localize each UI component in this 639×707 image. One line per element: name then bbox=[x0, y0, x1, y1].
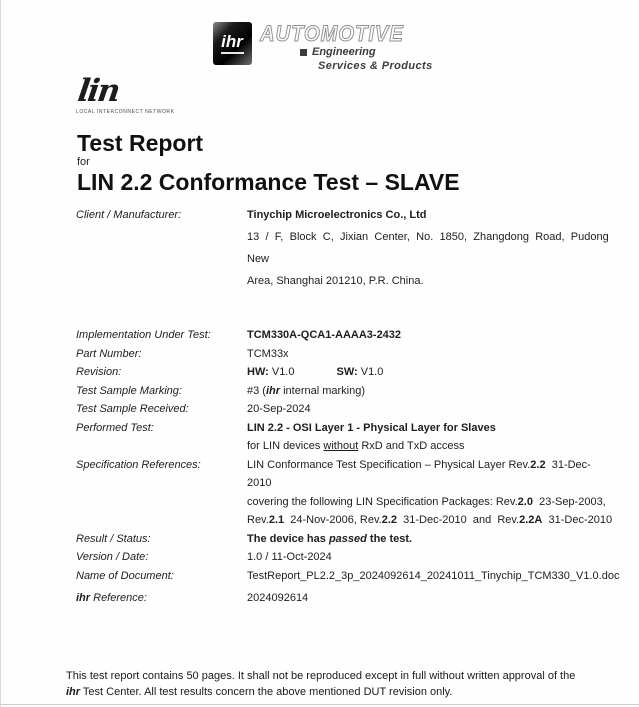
text-line: The device has passed the test. bbox=[247, 532, 413, 545]
field-label: Test Sample Marking: bbox=[76, 384, 182, 397]
text-line: TCM33x bbox=[247, 347, 289, 360]
field-label: Name of Document: bbox=[76, 569, 174, 582]
field-label: Result / Status: bbox=[76, 532, 151, 545]
automotive-wordmark: AUTOMOTIVE bbox=[260, 21, 404, 46]
text-line: 1.0 / 11-Oct-2024 bbox=[247, 551, 332, 563]
text-line: TestReport_PL2.2_3p_2024092614_20241011_Tinychip_TCM330_V1.0.doc bbox=[247, 569, 620, 582]
text-line: LIN Conformance Test Specification – Physical Layer Rev.2.2 31-Dec-2010 bbox=[247, 458, 591, 489]
text-line: for LIN devices without RxD and TxD access bbox=[247, 440, 465, 452]
page-bottom-edge bbox=[0, 704, 639, 705]
field-row-version-date bbox=[76, 548, 613, 567]
field-row-implementation-under-test bbox=[76, 326, 613, 345]
footer-note bbox=[66, 668, 611, 700]
field-value bbox=[247, 589, 613, 608]
field-row-client-manufacturer bbox=[76, 204, 613, 292]
text-line: #3 (ihr internal marking) bbox=[247, 384, 366, 397]
text-line: Tinychip Microelectronics Co., Ltd bbox=[247, 209, 427, 221]
field-value bbox=[247, 419, 613, 456]
field-row-part-number bbox=[76, 345, 613, 364]
field-label: Client / Manufacturer: bbox=[76, 209, 182, 221]
field-label: Version / Date: bbox=[76, 551, 149, 563]
lin-script-text: lin bbox=[75, 73, 121, 109]
square-bullet-icon bbox=[300, 49, 307, 56]
field-label: ihr Reference: bbox=[76, 592, 147, 604]
field-value bbox=[247, 530, 613, 549]
ihr-logo-text: ihr bbox=[221, 33, 244, 54]
title-block bbox=[77, 131, 460, 194]
field-label: Performed Test: bbox=[76, 421, 154, 434]
page-left-edge bbox=[0, 0, 1, 707]
field-row-ihr-reference bbox=[76, 589, 613, 608]
text-line: ihr Test Center. All test results concern the above mentioned DUT revision only. bbox=[66, 686, 453, 698]
brand-text-block bbox=[260, 22, 433, 72]
text-line: TCM330A-QCA1-AAAA3-2432 bbox=[247, 329, 402, 341]
services-products-label: Services & Products bbox=[318, 60, 433, 72]
field-value bbox=[247, 400, 613, 419]
field-value bbox=[247, 345, 613, 364]
field-row-name-of-document bbox=[76, 567, 620, 586]
field-row-result-status bbox=[76, 530, 613, 549]
page-title: Test Report bbox=[77, 130, 204, 156]
engineering-label: Engineering bbox=[312, 46, 376, 58]
field-row-test-sample-marking bbox=[76, 382, 613, 401]
text-line: This test report contains 50 pages. It shall not be reproduced except in full without written approval of the bbox=[66, 670, 576, 682]
text-line: LIN 2.2 - OSI Layer 1 - Physical Layer for Slaves bbox=[247, 421, 496, 434]
field-value bbox=[247, 326, 613, 345]
text-line: Rev.2.1 24-Nov-2006, Rev.2.2 31-Dec-2010 and Rev.2.2A 31-Dec-2010 bbox=[247, 514, 613, 526]
field-row-test-sample-received bbox=[76, 400, 613, 419]
field-label: Revision: bbox=[76, 366, 122, 378]
field-table bbox=[76, 204, 620, 608]
field-row-revision bbox=[76, 363, 613, 382]
ihr-automotive-logo bbox=[213, 22, 433, 72]
field-label: Test Sample Received: bbox=[76, 403, 189, 415]
field-value bbox=[247, 567, 619, 586]
text-line: 13 / F, Block C, Jixian Center, No. 1850, Zhangdong Road, Pudong New bbox=[247, 231, 609, 265]
field-value bbox=[247, 456, 613, 530]
text-line: 2024092614 bbox=[247, 592, 309, 604]
field-row-specification-references bbox=[76, 456, 613, 530]
lin-caption: LOCAL INTERCONNECT NETWORK bbox=[76, 109, 175, 115]
lin-logo bbox=[75, 73, 175, 115]
text-line: covering the following LIN Specification Packages: Rev.2.0 23-Sep-2003, bbox=[247, 495, 606, 508]
text-line: HW: V1.0 SW: V1.0 bbox=[247, 366, 384, 378]
field-label: Part Number: bbox=[76, 347, 142, 360]
field-row-performed-test bbox=[76, 419, 613, 456]
engineering-line bbox=[300, 46, 433, 58]
text-line: Area, Shanghai 201210, P.R. China. bbox=[247, 275, 424, 287]
field-value bbox=[247, 363, 613, 382]
ihr-logo-icon bbox=[213, 22, 252, 65]
page-subtitle: LIN 2.2 Conformance Test – SLAVE bbox=[77, 169, 460, 195]
field-label: Specification References: bbox=[76, 458, 201, 471]
field-value bbox=[247, 382, 613, 401]
field-value bbox=[247, 204, 613, 292]
text-line: 20-Sep-2024 bbox=[247, 403, 311, 415]
field-label: Implementation Under Test: bbox=[76, 329, 211, 341]
title-for-word: for bbox=[77, 156, 90, 168]
field-value bbox=[247, 548, 613, 567]
